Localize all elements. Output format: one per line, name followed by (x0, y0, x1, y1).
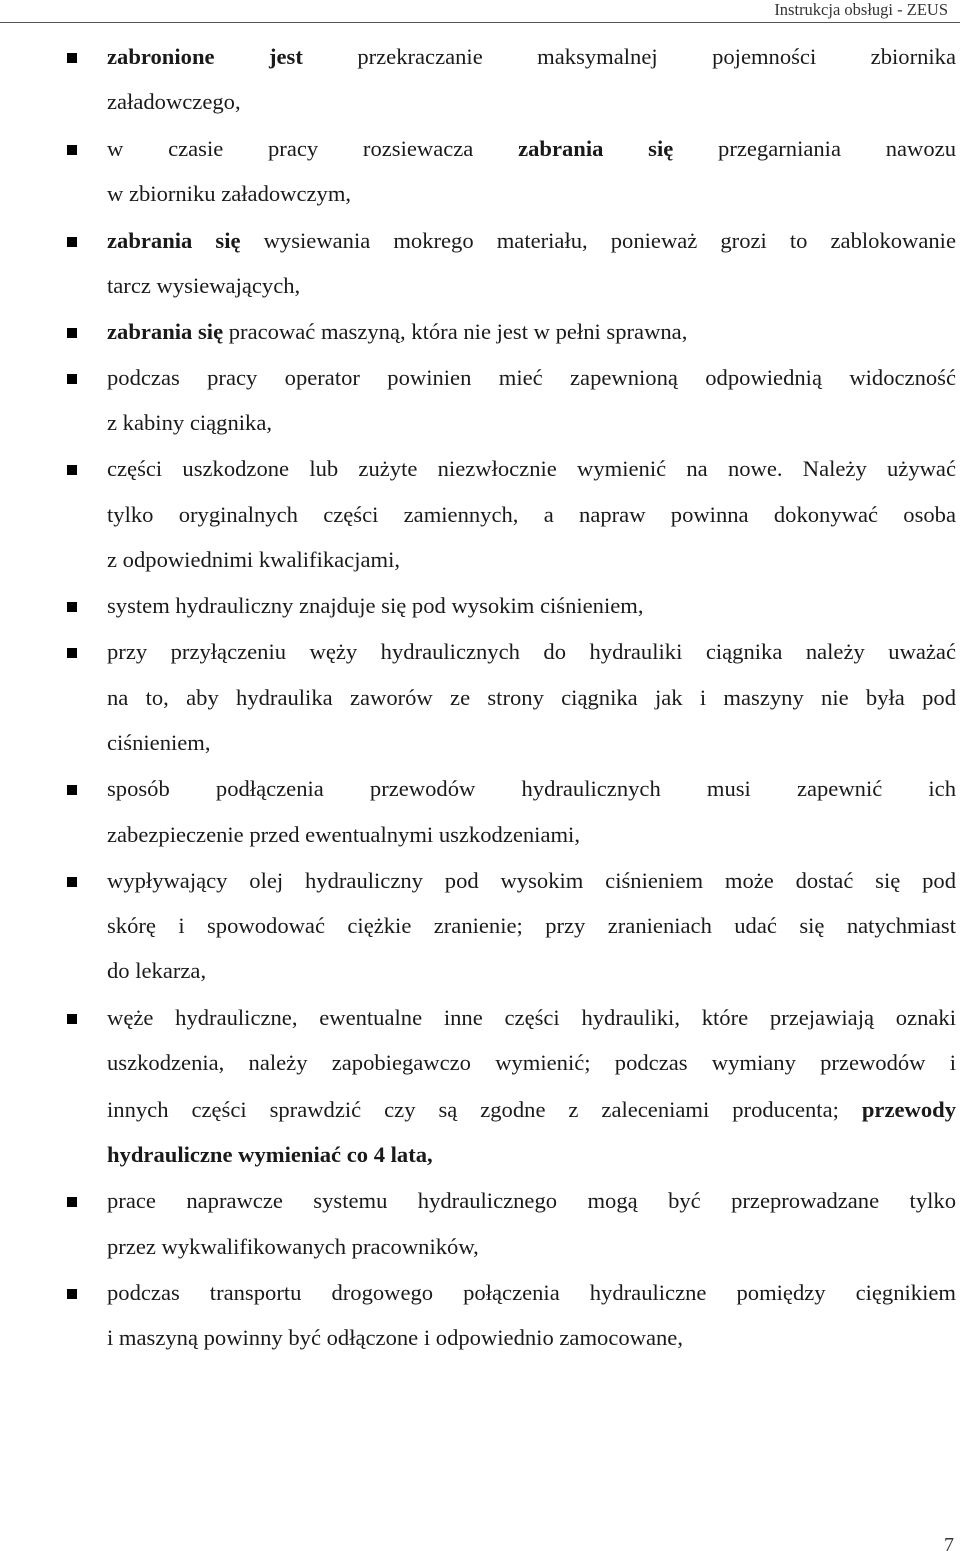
text-segment: i maszyną powinny być odłączone i odpowiednio zamocowane, (107, 1325, 683, 1350)
bullet-text-line (107, 228, 956, 254)
square-bullet-icon (67, 785, 77, 795)
text-segment: podczas pracy operator powinien mieć zapewnioną odpowiednią widoczność (107, 365, 956, 390)
bullet-text-line (107, 273, 956, 299)
text-segment: pracować maszyną, która nie jest w pełni sprawna, (223, 319, 688, 344)
text-segment: z odpowiednimi kwalifikacjami, (107, 547, 401, 572)
bullet-text-line (107, 776, 956, 802)
text-segment: podczas transportu drogowego połączenia hydrauliczne pomiędzy cięgnikiem (107, 1280, 956, 1305)
text-segment: ciśnieniem, (107, 730, 211, 755)
text-segment: do lekarza, (107, 958, 207, 983)
text-segment (215, 44, 269, 69)
text-segment: wypływający olej hydrauliczny pod wysokim ciśnieniem może dostać się pod (107, 868, 956, 893)
text-segment: załadowczego, (107, 89, 241, 114)
bold-text: zabrania się (107, 319, 224, 344)
square-bullet-icon (67, 328, 77, 338)
text-segment: sposób podłączenia przewodów hydraulicznych musi zapewnić ich (107, 776, 956, 801)
text-segment: przegarniania nawozu (673, 136, 956, 161)
bullet-text-line (107, 319, 956, 345)
bullet-text-line (107, 958, 956, 984)
bullet-text-line (107, 639, 956, 665)
text-segment: przekraczanie maksymalnej pojemności zbiornika (302, 44, 957, 69)
text-segment: tarcz wysiewających, (107, 273, 301, 298)
square-bullet-icon (67, 53, 77, 63)
square-bullet-icon (67, 465, 77, 475)
bullet-text-line (107, 593, 956, 619)
square-bullet-icon (67, 1014, 77, 1024)
bullet-text-line (107, 685, 956, 711)
header-rule (0, 22, 960, 23)
text-segment: w czasie pracy rozsiewacza (107, 136, 519, 161)
bold-text: zabrania się (107, 228, 241, 253)
bullet-text-line (107, 44, 956, 70)
text-segment: wysiewania mokrego materiału, ponieważ grozi to zablokowanie (240, 228, 956, 253)
text-segment: w zbiorniku załadowczym, (107, 181, 352, 206)
square-bullet-icon (67, 877, 77, 887)
bold-text: zabronione (107, 44, 215, 69)
text-segment: z kabiny ciągnika, (107, 410, 272, 435)
square-bullet-icon (67, 374, 77, 384)
square-bullet-icon (67, 602, 77, 612)
bold-text: jest (269, 44, 303, 69)
square-bullet-icon (67, 1197, 77, 1207)
bullet-text-line (107, 1188, 956, 1214)
text-segment: system hydrauliczny znajduje się pod wysokim ciśnieniem, (107, 593, 644, 618)
bold-text: zabrania się (518, 136, 674, 161)
text-segment: prace naprawcze systemu hydraulicznego mogą być przeprowadzane tylko (107, 1188, 956, 1213)
bullet-text-line (107, 410, 956, 436)
text-segment: skórę i spowodować ciężkie zranienie; przy zranieniach udać się natychmiast (107, 913, 956, 938)
bullet-text-line (107, 136, 956, 162)
text-segment: uszkodzenia, należy zapobiegawczo wymienić; podczas wymiany przewodów i (107, 1050, 956, 1075)
square-bullet-icon (67, 1289, 77, 1299)
bullet-text-line (107, 1280, 956, 1306)
bullet-text-line (107, 1005, 956, 1031)
bullet-text-line (107, 547, 956, 573)
square-bullet-icon (67, 237, 77, 247)
text-segment: przez wykwalifikowanych pracowników, (107, 1234, 479, 1259)
bullet-text-line (107, 1142, 956, 1168)
bold-text: przewody (861, 1097, 956, 1122)
bullet-text-line (107, 1234, 956, 1260)
square-bullet-icon (67, 145, 77, 155)
bullet-text-line (107, 89, 956, 115)
bullet-text-line (107, 913, 956, 939)
text-segment: tylko oryginalnych części zamiennych, a napraw powinna dokonywać osoba (107, 502, 956, 527)
bold-text: hydrauliczne wymieniać co 4 lata, (107, 1142, 433, 1167)
bullet-text-line (107, 1097, 956, 1123)
text-segment: węże hydrauliczne, ewentualne inne części hydrauliki, które przejawiają oznaki (107, 1005, 956, 1030)
text-segment: na to, aby hydraulika zaworów ze strony ciągnika jak i maszyny nie była pod (107, 685, 956, 710)
bullet-text-line (107, 181, 956, 207)
bullet-text-line (107, 1050, 956, 1076)
page-number: 7 (944, 1534, 954, 1556)
square-bullet-icon (67, 648, 77, 658)
text-segment: zabezpieczenie przed ewentualnymi uszkodzeniami, (107, 822, 580, 847)
bullet-text-line (107, 502, 956, 528)
bullet-text-line (107, 868, 956, 894)
text-segment: innych części sprawdzić czy są zgodne z zaleceniami producenta; (107, 1097, 862, 1122)
running-header: Instrukcja obsługi - ZEUS (774, 0, 948, 19)
bullet-text-line (107, 730, 956, 756)
text-segment: przy przyłączeniu węży hydraulicznych do hydrauliki ciągnika należy uważać (107, 639, 956, 664)
bullet-text-line (107, 1325, 956, 1351)
bullet-text-line (107, 365, 956, 391)
bullet-text-line (107, 822, 956, 848)
text-segment: części uszkodzone lub zużyte niezwłocznie wymienić na nowe. Należy używać (107, 456, 956, 481)
bullet-text-line (107, 456, 956, 482)
